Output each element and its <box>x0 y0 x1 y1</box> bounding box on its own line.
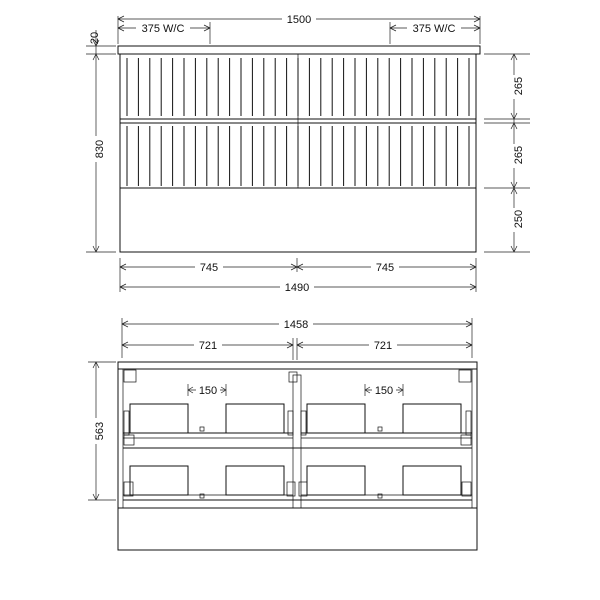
label-top-width: 1500 <box>286 14 312 26</box>
dim-left-heights <box>86 30 116 252</box>
plan-drawer-box <box>130 404 188 433</box>
label-drawer-top-height: 265 <box>513 76 525 96</box>
label-waste-cutout-right: 375 W/C <box>412 23 456 35</box>
label-cutout-left: 150 <box>198 385 218 397</box>
plan-drawer-box <box>307 404 365 433</box>
dim-front-bottom <box>120 258 476 294</box>
label-half-width-left: 745 <box>199 262 219 274</box>
plan-drawer-box <box>403 466 461 495</box>
label-cutout-right: 150 <box>374 385 394 397</box>
dim-cutout-right <box>365 383 403 397</box>
plan-drawer-box <box>226 404 284 433</box>
label-plan-half-left: 721 <box>198 340 218 352</box>
dim-plan-depth <box>88 362 116 500</box>
plan-centre-divider <box>293 375 301 508</box>
runner-hardware <box>124 370 471 498</box>
dim-waste-cutout-right <box>390 21 480 44</box>
plan-drawer-box <box>130 466 188 495</box>
label-plan-depth: 563 <box>94 421 106 441</box>
dim-waste-cutout-left <box>118 21 210 44</box>
benchtop <box>118 46 480 54</box>
dim-right-heights <box>484 54 530 252</box>
plan-drawer-box <box>307 466 365 495</box>
label-drawer-bottom-height: 250 <box>513 209 525 229</box>
label-top-thickness: 20 <box>89 31 101 45</box>
plan-drawer-box <box>403 404 461 433</box>
label-body-width: 1490 <box>284 282 310 294</box>
label-waste-cutout-left: 375 W/C <box>141 23 185 35</box>
plan-view <box>118 362 477 550</box>
label-half-width-right: 745 <box>375 262 395 274</box>
label-overall-height: 830 <box>94 139 106 159</box>
label-drawer-middle-height: 265 <box>513 145 525 165</box>
front-elevation <box>118 46 480 252</box>
label-plan-half-right: 721 <box>373 340 393 352</box>
dim-plan-top <box>122 317 472 360</box>
label-plan-inner-width: 1458 <box>283 319 309 331</box>
dim-cutout-left <box>188 383 226 397</box>
plan-carcass <box>118 362 477 550</box>
plan-drawer-box <box>226 466 284 495</box>
